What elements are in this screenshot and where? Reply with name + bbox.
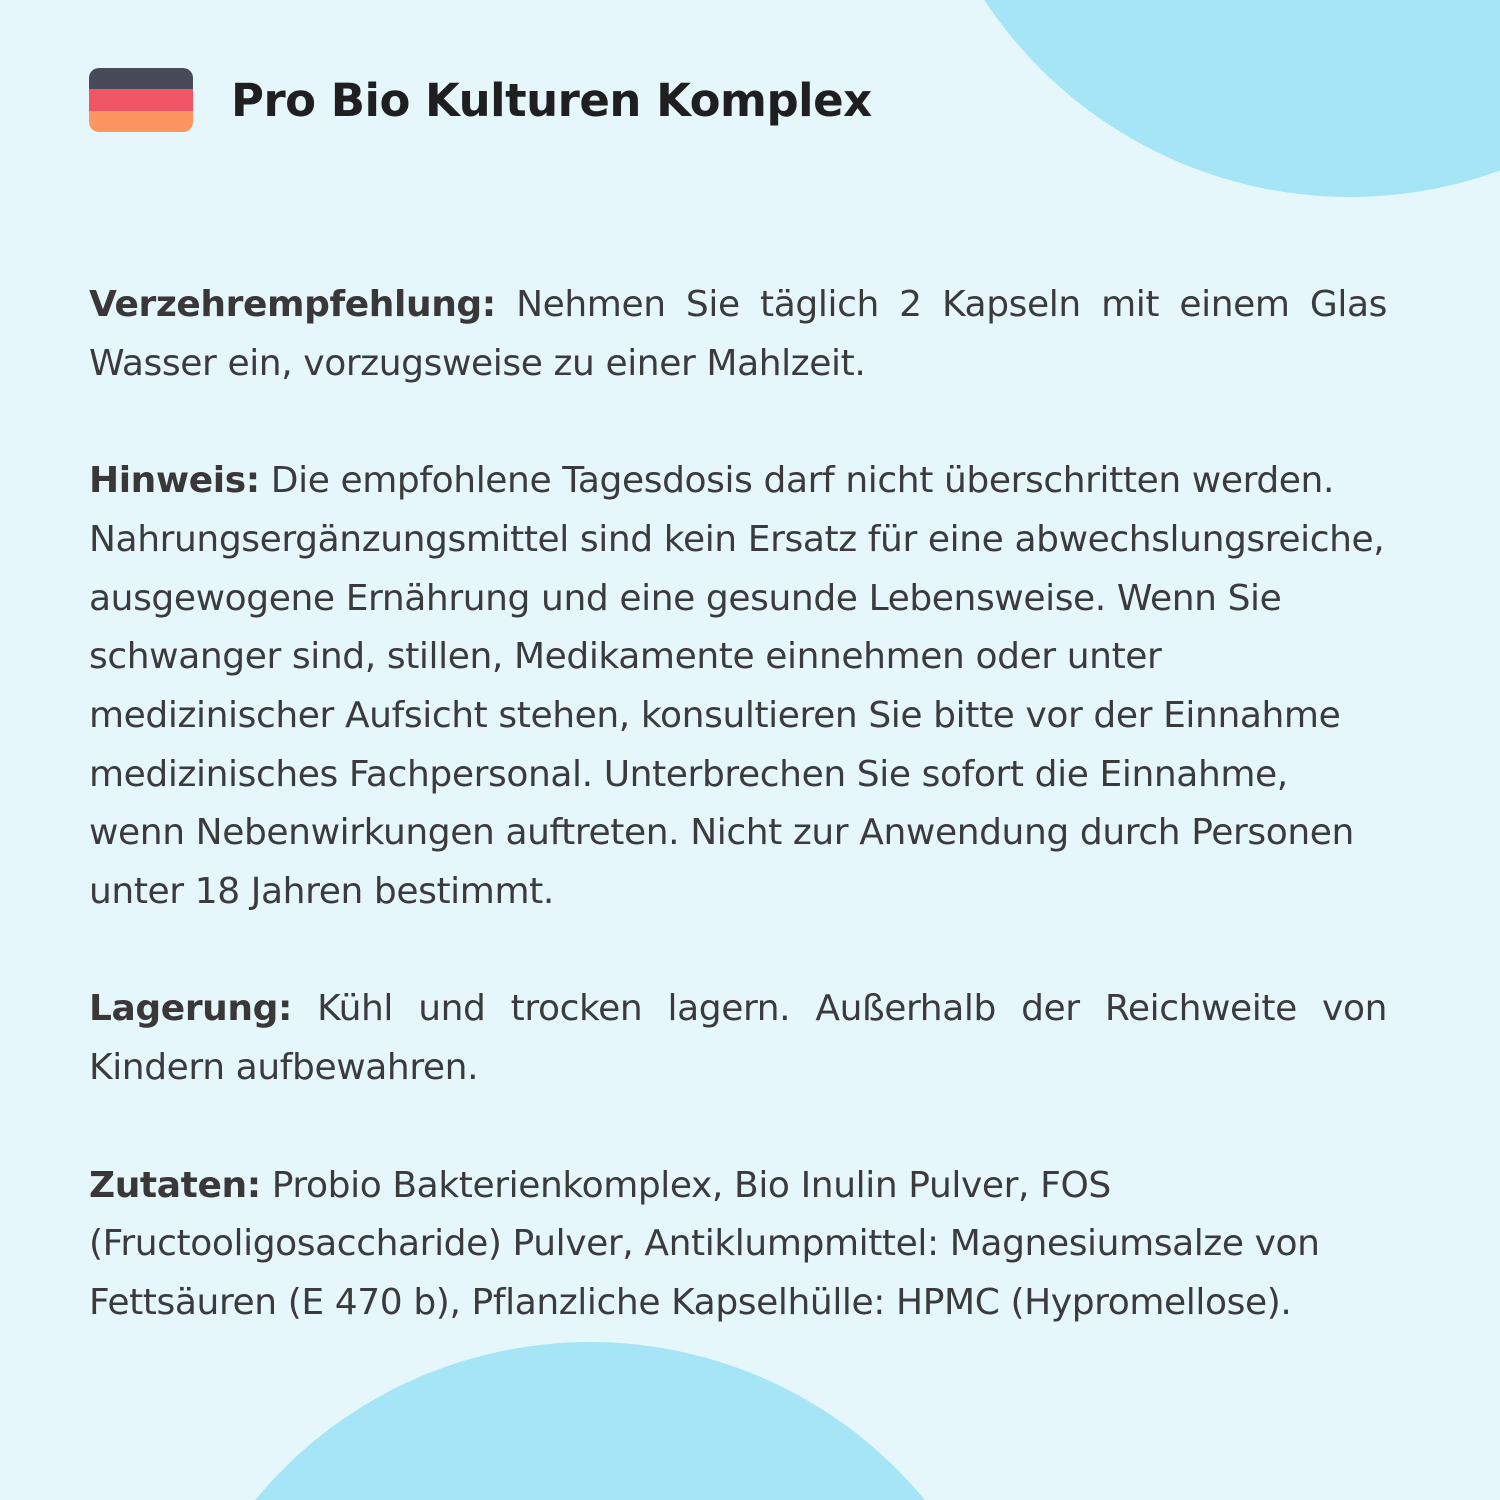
flag-stripe-red — [89, 89, 193, 110]
section-zutaten — [89, 1157, 1387, 1333]
section-label: Lagerung: — [89, 988, 292, 1030]
product-info-body — [89, 276, 1387, 1391]
section-label: Hinweis: — [89, 460, 260, 502]
flag-stripe-gold — [89, 111, 193, 132]
section-text: Probio Bakterienkomplex, Bio Inulin Pulver, FOS (Fructooligosaccharide) Pulver, Antiklumpmittel: Magnesiumsalze von Fettsäuren (E 470 b), Pflanzliche Kapselhülle: HPMC (Hypromellose). — [89, 1164, 1320, 1323]
section-verzehrempfehlung — [89, 276, 1387, 393]
section-text: Nehmen Sie täglich 2 Kapseln mit einem Glas Wasser ein, vorzugsweise zu einer Mahlzeit. — [89, 284, 1387, 384]
flag-stripe-black — [89, 68, 193, 89]
decorative-circle-top-right — [912, 0, 1500, 197]
section-lagerung — [89, 980, 1387, 1097]
page-header — [89, 68, 872, 132]
section-hinweis — [89, 452, 1387, 922]
section-text: Kühl und trocken lagern. Außerhalb der Reichweite von Kindern aufbewahren. — [89, 988, 1387, 1089]
germany-flag-icon — [89, 68, 193, 132]
section-label: Zutaten: — [89, 1164, 261, 1206]
section-label: Verzehrempfehlung: — [89, 284, 496, 325]
section-text: Die empfohlene Tagesdosis darf nicht überschritten werden. Nahrungsergänzungsmittel sind kein Ersatz für eine abwechslungsreiche, ausgewogene Ernährung und eine gesunde Lebensweise. Wenn Sie schwanger sind, stillen, Medikamente einnehmen oder unter medizinischer Aufsicht stehen, konsultieren Sie bitte vor der Einnahme medizinisches Fachpersonal. Unterbrechen Sie sofort die Einnahme, wenn Nebenwirkungen auftreten. Nicht zur Anwendung durch Personen unter 18 Jahren bestimmt. — [89, 460, 1385, 913]
page-title: Pro Bio Kulturen Komplex — [231, 73, 872, 127]
